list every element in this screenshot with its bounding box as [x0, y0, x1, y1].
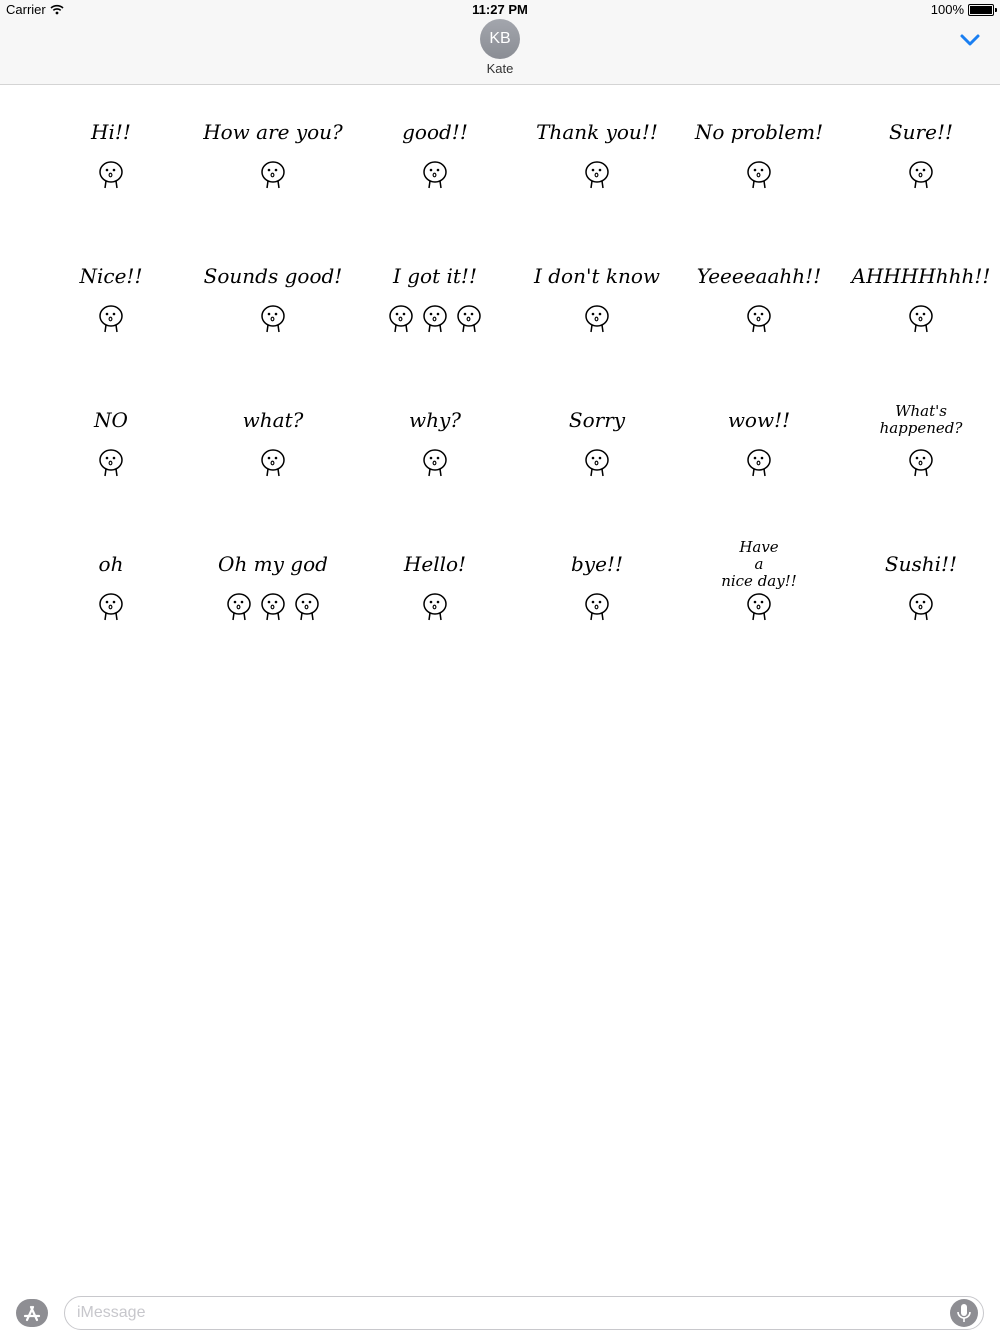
character-icon [96, 590, 126, 627]
sticker-characters [386, 302, 484, 339]
sticker-caption: Sushi!! [884, 552, 958, 576]
sticker-characters [224, 590, 322, 627]
character-icon [420, 158, 450, 195]
sticker-characters [744, 158, 774, 195]
sticker-characters [582, 302, 612, 339]
sticker-characters [906, 158, 936, 195]
sticker-item[interactable] [678, 110, 840, 254]
sticker-item[interactable] [354, 110, 516, 254]
character-icon [582, 590, 612, 627]
sticker-caption: Nice!! [79, 264, 143, 288]
sticker-characters [96, 158, 126, 195]
sticker-caption: good!! [402, 120, 468, 144]
sticker-characters [906, 446, 936, 483]
sticker-characters [582, 446, 612, 483]
character-icon [744, 158, 774, 195]
character-icon [96, 446, 126, 483]
sticker-item[interactable] [30, 398, 192, 542]
sticker-characters [582, 590, 612, 627]
sticker-caption: NO [94, 408, 128, 432]
sticker-caption: AHHHHhhh!! [851, 264, 991, 288]
sticker-caption: Have a nice day!! [721, 537, 797, 590]
sticker-item[interactable] [354, 398, 516, 542]
character-icon [906, 446, 936, 483]
sticker-characters [96, 302, 126, 339]
sticker-item[interactable] [516, 542, 678, 686]
sticker-item[interactable] [192, 110, 354, 254]
sticker-characters [582, 158, 612, 195]
sticker-item[interactable] [678, 537, 840, 686]
sticker-characters [906, 590, 936, 627]
character-icon [420, 446, 450, 483]
sticker-characters [906, 302, 936, 339]
character-icon [224, 590, 254, 627]
sticker-caption: What's happened? [879, 402, 963, 437]
carrier-label: Carrier [6, 2, 46, 17]
sticker-item[interactable] [840, 398, 1000, 542]
sticker-caption: wow!! [727, 408, 791, 432]
sticker-item[interactable] [516, 398, 678, 542]
app-store-icon [16, 1299, 48, 1327]
status-time: 11:27 PM [472, 2, 528, 17]
sticker-item[interactable] [678, 254, 840, 398]
sticker-caption: How are you? [203, 120, 343, 144]
character-icon [744, 302, 774, 339]
character-icon [258, 158, 288, 195]
sticker-item[interactable] [516, 110, 678, 254]
sticker-characters [420, 446, 450, 483]
sticker-caption: I got it!! [392, 264, 477, 288]
sticker-item[interactable] [516, 254, 678, 398]
sticker-caption: Oh my god [218, 552, 328, 576]
sticker-caption: I don't know [533, 264, 661, 288]
microphone-icon [950, 1299, 978, 1327]
sticker-characters [744, 446, 774, 483]
collapse-button[interactable] [958, 30, 982, 50]
sticker-caption: Hi!! [91, 120, 131, 144]
character-icon [292, 590, 322, 627]
sticker-item[interactable] [192, 398, 354, 542]
character-icon [582, 158, 612, 195]
contact-name[interactable]: Kate [486, 61, 514, 76]
character-icon [454, 302, 484, 339]
character-icon [744, 446, 774, 483]
character-icon [906, 590, 936, 627]
message-input[interactable] [64, 1296, 984, 1330]
sticker-characters [96, 446, 126, 483]
sticker-characters [258, 302, 288, 339]
sticker-caption: Thank you!! [536, 120, 658, 144]
character-icon [906, 302, 936, 339]
sticker-item[interactable] [30, 254, 192, 398]
sticker-item[interactable] [354, 542, 516, 686]
sticker-caption: Hello! [403, 552, 467, 576]
sticker-item[interactable] [192, 542, 354, 686]
sticker-caption: Yeeeeaahh!! [696, 264, 822, 288]
character-icon [96, 158, 126, 195]
sticker-item[interactable] [192, 254, 354, 398]
character-icon [744, 590, 774, 627]
sticker-grid [30, 110, 1000, 686]
microphone-button[interactable] [950, 1299, 978, 1327]
character-icon [96, 302, 126, 339]
sticker-caption: No problem! [694, 120, 824, 144]
sticker-characters [420, 590, 450, 627]
battery-fill [970, 6, 992, 14]
sticker-characters [420, 158, 450, 195]
sticker-characters [258, 446, 288, 483]
character-icon [420, 590, 450, 627]
character-icon [258, 590, 288, 627]
message-bar [0, 1290, 1000, 1334]
sticker-characters [258, 158, 288, 195]
character-icon [582, 446, 612, 483]
sticker-item[interactable] [840, 254, 1000, 398]
sticker-caption: Sorry [568, 408, 626, 432]
sticker-characters [744, 590, 774, 627]
sticker-characters [744, 302, 774, 339]
sticker-item[interactable] [840, 542, 1000, 686]
sticker-item[interactable] [840, 110, 1000, 254]
sticker-caption: what? [242, 408, 304, 432]
sticker-item[interactable] [30, 542, 192, 686]
sticker-item[interactable] [30, 110, 192, 254]
battery-icon [968, 4, 994, 16]
character-icon [582, 302, 612, 339]
sticker-caption: oh [98, 552, 124, 576]
sticker-caption: Sounds good! [203, 264, 343, 288]
app-store-button[interactable] [16, 1299, 48, 1327]
contact-avatar[interactable] [480, 19, 520, 59]
sticker-item[interactable] [678, 398, 840, 542]
character-icon [258, 302, 288, 339]
sticker-item[interactable] [354, 254, 516, 398]
status-bar [0, 0, 1000, 20]
sticker-caption: bye!! [570, 552, 623, 576]
character-icon [258, 446, 288, 483]
character-icon [906, 158, 936, 195]
character-icon [420, 302, 450, 339]
character-icon [386, 302, 416, 339]
chevron-down-icon [958, 30, 982, 50]
sticker-caption: Sure!! [888, 120, 954, 144]
sticker-caption: why? [408, 408, 462, 432]
battery-percent: 100% [930, 2, 964, 17]
avatar-initials: KB [489, 30, 511, 47]
sticker-characters [96, 590, 126, 627]
